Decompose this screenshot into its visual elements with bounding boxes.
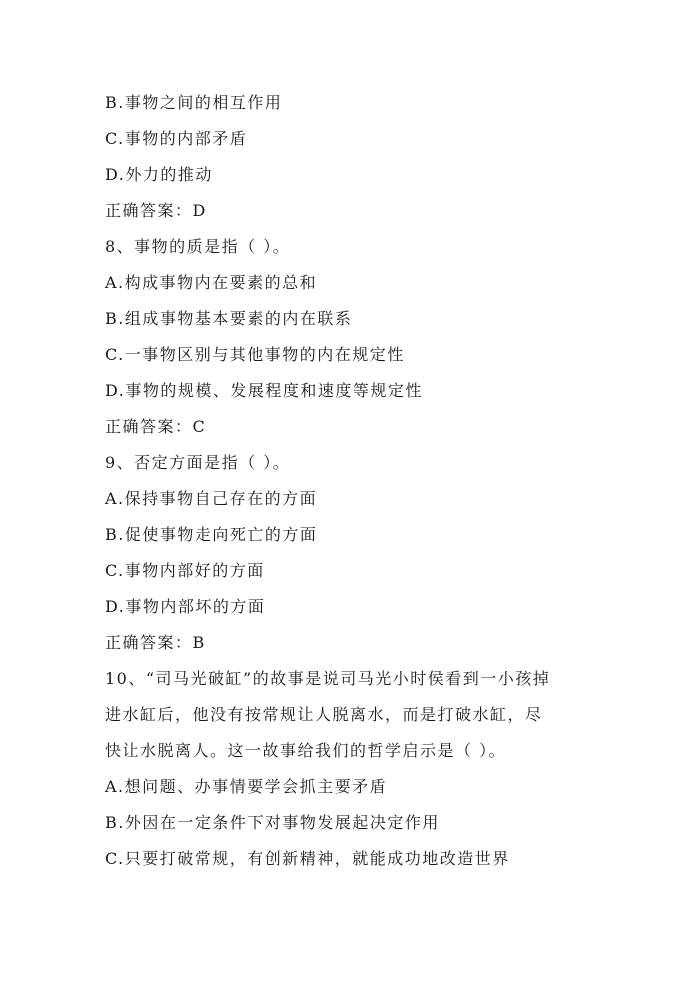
option-line: D.外力的推动	[105, 165, 213, 184]
answer-line: 正确答案：B	[105, 633, 206, 652]
option-line: C.事物内部好的方面	[105, 561, 265, 580]
option-line: A.构成事物内在要素的总和	[105, 273, 318, 292]
question-line: 9、否定方面是指（ ）。	[105, 453, 291, 472]
option-line: A.想问题、办事情要学会抓主要矛盾	[105, 777, 388, 796]
question-text-block	[105, 85, 605, 877]
option-line: A.保持事物自己存在的方面	[105, 489, 318, 508]
option-line: B.事物之间的相互作用	[105, 93, 283, 112]
answer-line: 正确答案：D	[105, 201, 207, 220]
option-line: C.事物的内部矛盾	[105, 129, 248, 148]
option-line: D.事物内部坏的方面	[105, 597, 266, 616]
question-line: 8、事物的质是指（ ）。	[105, 237, 291, 256]
option-line: C.一事物区别与其他事物的内在规定性	[105, 345, 405, 364]
option-line: B.组成事物基本要素的内在联系	[105, 309, 353, 328]
option-line: C.只要打破常规，有创新精神，就能成功地改造世界	[105, 849, 510, 868]
question-line: 10、“司马光破缸”的故事是说司马光小时侯看到一小孩掉	[105, 669, 551, 688]
option-line: B.外因在一定条件下对事物发展起决定作用	[105, 813, 440, 832]
option-line: D.事物的规模、发展程度和速度等规定性	[105, 381, 423, 400]
answer-line: 正确答案：C	[105, 417, 207, 436]
option-line: B.促使事物走向死亡的方面	[105, 525, 318, 544]
question-line: 进水缸后，他没有按常规让人脱离水，而是打破水缸，尽	[105, 705, 543, 724]
question-line: 快让水脱离人。这一故事给我们的哲学启示是（ ）。	[105, 741, 507, 760]
